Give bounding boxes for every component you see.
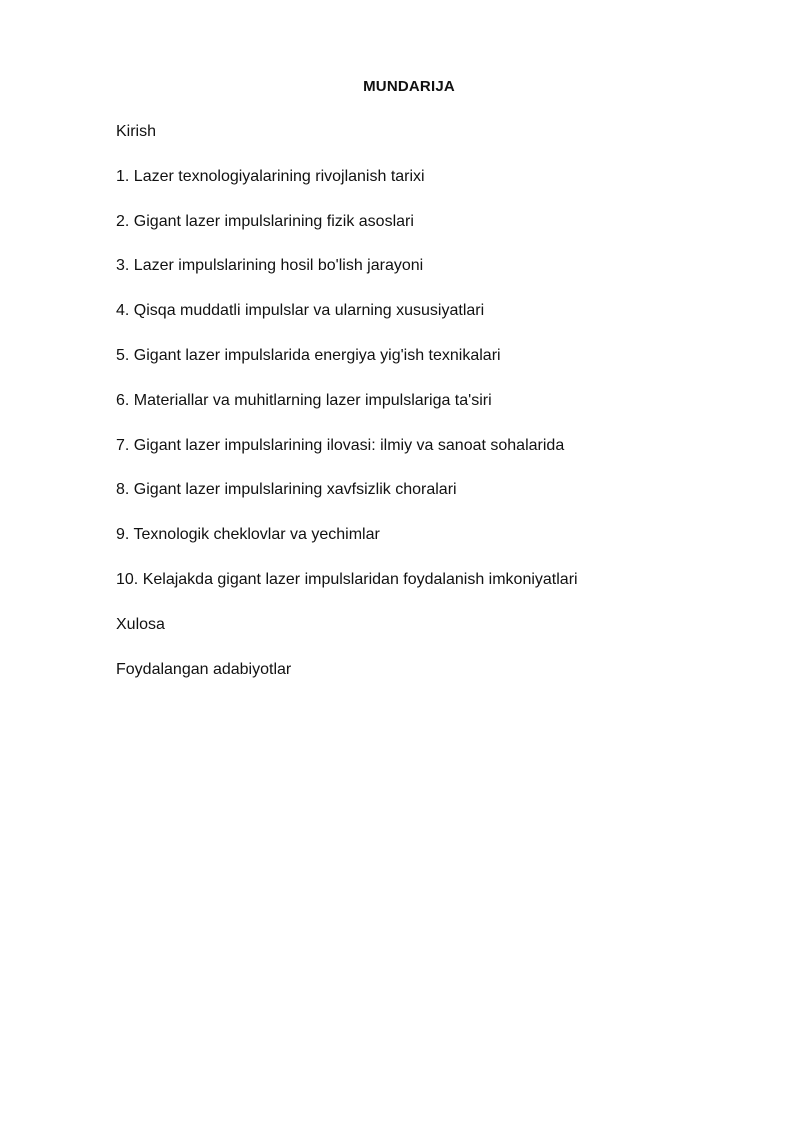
toc-item-6: 6. Materiallar va muhitlarning lazer impulslariga ta'siri: [116, 391, 492, 409]
toc-item-introduction: Kirish: [116, 123, 157, 140]
toc-item-3: 3. Lazer impulslarining hosil bo'lish jarayoni: [116, 257, 424, 275]
toc-item-9: 9. Texnologik cheklovlar va yechimlar: [116, 526, 380, 544]
toc-item-1: 1. Lazer texnologiyalarining rivojlanish tarixi: [116, 167, 425, 185]
toc-item-references: Foydalangan adabiyotlar: [116, 660, 292, 678]
toc-item-7: 7. Gigant lazer impulslarining ilovasi: ilmiy va sanoat sohalarida: [116, 436, 565, 454]
toc-item-5: 5. Gigant lazer impulslarida energiya yig'ish texnikalari: [116, 346, 501, 364]
toc-item-conclusion: Xulosa: [116, 615, 165, 633]
toc-item-10: 10. Kelajakda gigant lazer impulslaridan foydalanish imkoniyatlari: [116, 570, 578, 588]
toc-item-4: 4. Qisqa muddatli impulslar va ularning xususiyatlari: [116, 302, 485, 320]
toc-item-8: 8. Gigant lazer impulslarining xavfsizlik choralari: [116, 481, 457, 499]
table-of-contents: [116, 121, 756, 703]
toc-item-2: 2. Gigant lazer impulslarining fizik asoslari: [116, 212, 414, 230]
page-title: MUNDARIJA: [363, 78, 455, 95]
